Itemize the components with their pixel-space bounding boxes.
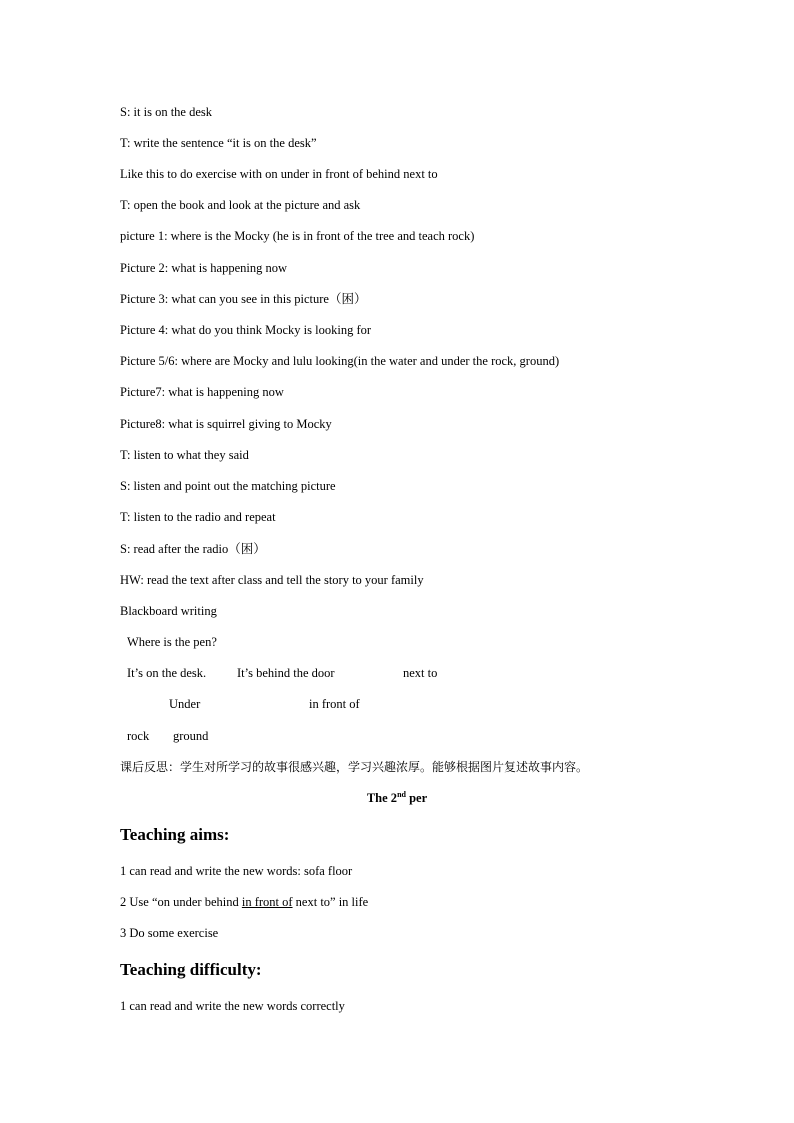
- period-title-sup: nd: [397, 789, 406, 799]
- dialogue-line-3: Like this to do exercise with on under in front of behind next to: [120, 167, 438, 181]
- blackboard-row2-b: in front of: [309, 697, 360, 711]
- teaching-aims-heading: Teaching aims:: [120, 825, 230, 844]
- aim-item-2: [120, 894, 368, 910]
- dialogue-line-4: T: open the book and look at the picture and ask: [120, 198, 361, 212]
- blackboard-row1-b: It’s behind the door: [237, 666, 335, 680]
- point-out-line: S: listen and point out the matching picture: [120, 479, 336, 493]
- reflection-text: 课后反思：学生对所学习的故事很感兴趣，学习兴趣浓厚。能够根据图片复述故事内容。: [120, 760, 589, 774]
- blackboard-row3-a: rock: [127, 729, 150, 743]
- period-title-suffix: per: [405, 791, 428, 805]
- blackboard-writing-label: Blackboard writing: [120, 604, 217, 618]
- picture-3-line: Picture 3: what can you see in this picture（困）: [120, 292, 367, 306]
- blackboard-row1-c: next to: [403, 666, 438, 680]
- period-title: [0, 790, 794, 806]
- homework-line: HW: read the text after class and tell the story to your family: [120, 573, 424, 587]
- aim-item-2-post: next to” in life: [292, 895, 369, 909]
- picture-1-line: picture 1: where is the Mocky (he is in front of the tree and teach rock): [120, 229, 475, 243]
- aim-item-2-underlined: in front of: [241, 895, 293, 909]
- picture-2-line: Picture 2: what is happening now: [120, 261, 287, 275]
- picture-4-line: Picture 4: what do you think Mocky is looking for: [120, 323, 372, 337]
- dialogue-line-2: T: write the sentence “it is on the desk”: [120, 136, 317, 150]
- picture-7-line: Picture7: what is happening now: [120, 385, 284, 399]
- listen-line: T: listen to what they said: [120, 448, 249, 462]
- period-title-prefix: The 2: [366, 791, 398, 805]
- dialogue-line-1: S: it is on the desk: [120, 105, 213, 119]
- picture-8-line: Picture8: what is squirrel giving to Mocky: [120, 417, 332, 431]
- picture-5-6-line: Picture 5/6: where are Mocky and lulu looking(in the water and under the rock, ground): [120, 354, 560, 368]
- aim-item-1: 1 can read and write the new words: sofa floor: [120, 864, 353, 878]
- difficulty-item-1: 1 can read and write the new words correctly: [120, 999, 345, 1013]
- blackboard-row2-a: Under: [169, 697, 201, 711]
- blackboard-row3-b: ground: [173, 729, 209, 743]
- aim-item-3: 3 Do some exercise: [120, 926, 219, 940]
- teaching-difficulty-heading: Teaching difficulty:: [120, 960, 262, 979]
- aim-item-2-pre: 2 Use “on under behind: [120, 895, 242, 909]
- blackboard-row1-a: It’s on the desk.: [127, 666, 207, 680]
- read-after-line: S: read after the radio（困）: [120, 542, 266, 556]
- repeat-line: T: listen to the radio and repeat: [120, 510, 276, 524]
- blackboard-question: Where is the pen?: [127, 635, 217, 649]
